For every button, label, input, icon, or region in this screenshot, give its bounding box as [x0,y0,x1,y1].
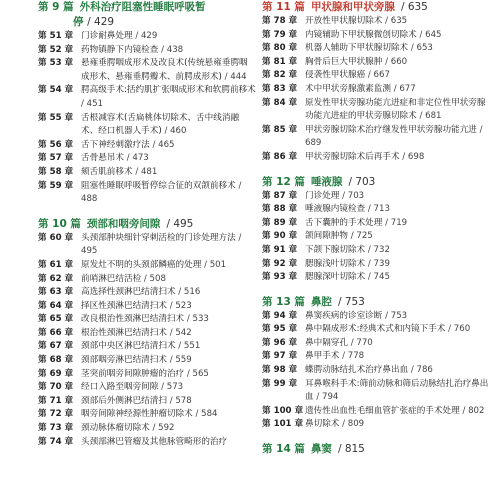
chapter-entry [38,286,256,300]
chapter-page: / 444 [224,71,247,82]
chapter-number: 第 95 章 [262,324,298,335]
chapter-title: 茎突前咽旁间隙肿瘤的治疗 [81,368,185,379]
part-title-line2: 停 [73,16,84,28]
chapter-text [305,271,494,285]
chapter-page: / 713 [367,204,390,215]
part-heading [38,217,256,232]
chapter-entry [262,151,494,165]
chapter-page: / 635 [385,16,408,26]
chapter-number: 第 73 章 [38,423,74,434]
chapter-page: / 778 [342,351,365,362]
chapter-title: 舌下囊肿的手术处理 [305,217,383,228]
chapter-page: / 719 [385,217,408,228]
chapter-title: 颈部咽旁淋巴结清扫术 [81,355,167,366]
chapter-entry [38,340,256,354]
chapter-text [81,327,256,341]
chapter-title: 颈动脉体瘤切除术 [81,423,150,434]
chapter-text [305,378,494,405]
chapter-title: 头颈部淋巴管瘤及其他脉管畸形的治疗 [81,436,228,447]
chapter-number: 第 90 章 [262,231,298,242]
toc-right-column [262,0,494,457]
chapter-number: 第 51 章 [38,31,74,41]
chapter-text [81,381,256,395]
chapter-text [305,56,494,70]
part-title-continued [38,15,256,30]
chapter-title: 耳鼻喉科手术:筛前动脉和筛后动脉结扎治疗鼻出血 [305,378,489,403]
chapter-page: / 516 [178,287,201,298]
chapter-title: 高选择性颈淋巴结清扫术 [81,287,176,298]
chapter-title: 阻塞性睡眠呼吸暂停综合征的双颌前移术 [81,180,236,191]
chapter-entry [262,69,494,83]
chapter-text [305,337,494,351]
chapter-title: 甲状旁腺切除术后再手术 [305,151,400,162]
chapter-title: 机器人辅助下甲状腺切除术 [305,43,409,54]
chapter-list [262,310,494,432]
chapter-number: 第 56 章 [38,139,74,150]
chapter-entry [262,97,494,124]
part-title: 鼻腔 [310,295,332,308]
chapter-page: / 542 [169,327,192,338]
chapter-text [81,57,256,84]
chapter-entry [38,44,256,58]
chapter-page: / 451 [81,98,104,109]
chapter-entry [262,203,494,217]
chapter-title: 舌下神经刺激疗法 [81,139,150,150]
chapter-number: 第 80 章 [262,43,298,54]
chapter-text [305,15,494,29]
chapter-entry [262,258,494,272]
part-title: 鼻窦 [310,443,332,456]
chapter-text [305,258,494,272]
chapter-text [305,124,494,151]
chapter-page: / 660 [385,56,408,67]
chapter-text [81,273,256,287]
chapter-page: / 667 [367,70,390,81]
chapter-number: 第 86 章 [262,151,298,162]
chapter-text [305,97,494,124]
chapter-page: / 523 [169,300,192,311]
part-number: 第 9 篇 [38,1,74,13]
chapter-entry [262,323,494,337]
chapter-text [81,180,256,207]
chapter-page: / 551 [178,341,201,352]
chapter-entry [262,42,494,56]
chapter-page: / 429 [135,31,158,41]
chapter-number: 第 84 章 [262,97,298,108]
chapter-number: 第 79 章 [262,29,298,40]
chapter-page: / 495 [81,232,242,257]
chapter-page: / 501 [204,259,227,270]
chapter-number: 第 53 章 [38,58,74,69]
chapter-number: 第 65 章 [38,314,74,325]
chapter-number: 第 55 章 [38,112,74,123]
chapter-title: 悬雍垂腭咽成形术及改良术(传统悬雍垂腭咽成形术、悬雍垂腭瓣术、前腭成形术) [81,58,248,82]
part-number: 第 13 篇 [262,295,305,308]
chapter-page: / 488 [81,180,242,205]
chapter-entry [38,422,256,436]
chapter-title: 蝶腭动脉结扎术治疗鼻出血 [305,365,409,376]
chapter-title: 甲状旁腺切除术治疗继发性甲状旁腺功能亢进 [305,124,477,135]
chapter-title: 腮腺深叶切除术 [305,272,366,283]
part-number: 第 11 篇 [262,1,305,13]
chapter-title: 经口入路至咽旁间隙 [81,382,159,393]
chapter-page: / 559 [169,355,192,366]
chapter-number: 第 54 章 [38,85,74,96]
chapter-title: 药物镇静下内镜检查 [81,44,159,55]
chapter-title: 舌骨悬吊术 [81,153,124,164]
chapter-text [305,230,494,244]
chapter-entry [262,337,494,351]
chapter-text [305,83,494,97]
chapter-entry [38,139,256,153]
chapter-entry [38,327,256,341]
chapter-text [81,259,256,273]
chapter-entry [38,180,256,207]
chapter-entry [38,381,256,395]
chapter-list [38,30,256,207]
chapter-page: / 584 [195,409,218,420]
chapter-title: 择区性颈淋巴结清扫术 [81,300,167,311]
chapter-page: / 703 [342,190,365,201]
chapter-text [305,217,494,231]
chapter-entry [262,15,494,29]
chapter-page: / 438 [161,44,184,55]
chapter-title: 原发性甲状旁腺功能亢进症和非定位性甲状旁腺功能亢进症的甲状旁腺切除术 [305,97,486,122]
chapter-number: 第 94 章 [262,310,298,321]
part-heading [262,442,494,457]
chapter-text [81,30,256,44]
part-title: 颈部和咽旁间隙 [86,217,161,230]
chapter-text [81,286,256,300]
chapter-number: 第 71 章 [38,395,74,406]
chapter-number: 第 64 章 [38,300,74,311]
part-number: 第 12 篇 [262,175,305,188]
chapter-entry [262,271,494,285]
chapter-text [305,418,494,432]
part-page: / 635 [400,1,428,13]
chapter-page: / 698 [402,151,425,162]
chapter-page: / 653 [410,43,433,54]
chapter-entry [38,84,256,111]
part-number: 第 10 篇 [38,217,81,230]
chapter-text [81,152,256,166]
chapter-text [81,408,256,422]
part-title: 甲状腺和甲状旁腺 [310,1,395,13]
chapter-entry [38,368,256,382]
chapter-number: 第 60 章 [38,232,74,243]
chapter-number: 第 67 章 [38,341,74,352]
chapter-title: 头颈部肿块细针穿刺活检的门诊处理方法 [81,232,236,243]
chapter-title: 下颌下腺切除术 [305,244,366,255]
part-heading [38,0,256,15]
chapter-number: 第 62 章 [38,273,74,284]
chapter-entry [38,259,256,273]
chapter-list [38,232,256,450]
chapter-title: 术中甲状旁腺激素监测 [305,83,391,94]
part-page: / 703 [348,175,376,188]
chapter-text [81,300,256,314]
chapter-page: / 533 [186,314,209,325]
chapter-page: / 794 [316,392,339,403]
chapter-entry [38,354,256,368]
chapter-number: 第 82 章 [262,70,298,81]
chapter-number: 第 99 章 [262,378,298,389]
chapter-text [305,323,494,337]
chapter-title: 腮腺浅叶切除术 [305,258,366,269]
chapter-number: 第 96 章 [262,337,298,348]
chapter-entry [262,244,494,258]
chapter-page: / 565 [186,368,209,379]
chapter-entry [38,395,256,409]
chapter-entry [38,273,256,287]
chapter-text [81,112,256,139]
chapter-title: 改良根治性颈淋巴结清扫术 [81,314,185,325]
chapter-number: 第 70 章 [38,382,74,393]
chapter-number: 第 91 章 [262,244,298,255]
chapter-entry [38,30,256,44]
chapter-number: 第 52 章 [38,44,74,55]
part-heading [262,175,494,190]
chapter-number: 第 66 章 [38,327,74,338]
chapter-text [81,354,256,368]
chapter-entry [262,230,494,244]
chapter-title: 开放性甲状腺切除术 [305,16,383,26]
chapter-number: 第 88 章 [262,204,298,215]
chapter-entry [38,408,256,422]
part-heading [262,295,494,310]
chapter-page: / 481 [135,166,158,177]
chapter-entry [38,152,256,166]
chapter-number: 第 83 章 [262,83,298,94]
chapter-text [81,139,256,153]
chapter-page: / 508 [143,273,166,284]
chapter-page: / 465 [152,139,175,150]
chapter-number: 第 57 章 [38,153,74,164]
chapter-title: 侵袭性甲状腺癌 [305,70,366,81]
part-number: 第 14 篇 [262,443,305,456]
chapter-page: / 770 [350,337,373,348]
chapter-title: 鼻甲手术 [305,351,340,362]
chapter-entry [38,436,256,450]
chapter-page: / 645 [419,29,442,40]
chapter-title: 咽旁间隙神经源性肿瘤切除术 [81,409,193,420]
chapter-title: 颈部后外侧淋巴结清扫 [81,395,167,406]
chapter-page: / 745 [367,272,390,283]
part-page: / 753 [337,295,365,308]
chapter-title: 腭高级手术:括约肌扩张咽成形术和软腭前移术 [81,85,256,96]
chapter-page: / 573 [161,382,184,393]
part-heading [262,0,494,15]
chapter-number: 第 81 章 [262,56,298,67]
part-page: / 429 [87,16,115,28]
chapter-text [305,310,494,324]
chapter-text [305,405,494,419]
chapter-text [81,44,256,58]
chapter-page: / 689 [305,124,483,149]
chapter-entry [262,217,494,231]
chapter-entry [262,378,494,405]
chapter-page: / 578 [169,395,192,406]
chapter-title: 鼻中隔成形术:经典术式和内镜下手术 [305,324,446,335]
chapter-page: / 786 [410,365,433,376]
chapter-title: 颈部中央区淋巴结清扫术 [81,341,176,352]
chapter-title: 颌间隙肿物 [305,231,348,242]
chapter-page: / 725 [350,231,373,242]
chapter-text [81,436,256,450]
chapter-text [305,29,494,43]
chapter-page: / 802 [462,405,485,416]
chapter-number: 第 97 章 [262,351,298,362]
chapter-entry [262,405,494,419]
toc-left-column [38,0,256,449]
chapter-page: / 592 [152,423,175,434]
chapter-entry [262,364,494,378]
chapter-number: 第 74 章 [38,436,74,447]
chapter-text [81,340,256,354]
chapter-entry [38,57,256,84]
chapter-entry [262,56,494,70]
chapter-page: / 760 [448,324,471,335]
chapter-entry [262,310,494,324]
chapter-number: 第 98 章 [262,365,298,376]
chapter-number: 第 85 章 [262,124,298,135]
chapter-number: 第 61 章 [38,259,74,270]
chapter-entry [262,29,494,43]
chapter-page: / 739 [367,258,390,269]
chapter-text [305,69,494,83]
chapter-number: 第 92 章 [262,258,298,269]
chapter-page: / 809 [342,419,365,430]
chapter-text [305,350,494,364]
chapter-title: 根治性颈淋巴结清扫术 [81,327,167,338]
part-title: 唾液腺 [310,175,343,188]
chapter-number: 第 100 章 [262,405,304,416]
chapter-title: 颏舌肌前移术 [81,166,133,177]
chapter-entry [38,112,256,139]
chapter-text [81,166,256,180]
chapter-title: 原发灶不明的头颈部鳞癌的处理 [81,259,202,270]
chapter-title: 门诊耐鼻处理 [81,31,133,41]
chapter-page: / 473 [126,153,149,164]
chapter-text [81,368,256,382]
chapter-entry [262,190,494,204]
chapter-text [81,422,256,436]
chapter-title: 鼻切除术 [305,419,340,430]
chapter-entry [38,300,256,314]
chapter-entry [262,83,494,97]
chapter-number: 第 87 章 [262,190,298,201]
chapter-text [81,313,256,327]
chapter-number: 第 58 章 [38,166,74,177]
chapter-text [305,244,494,258]
chapter-entry [262,124,494,151]
chapter-text [305,151,494,165]
chapter-number: 第 69 章 [38,368,74,379]
chapter-title: 鼻中隔穿孔 [305,337,348,348]
chapter-number: 第 101 章 [262,419,304,430]
chapter-title: 门诊处理 [305,190,340,201]
chapter-entry [262,418,494,432]
part-title: 外科治疗阻塞性睡眠呼吸暂 [79,1,206,13]
chapter-text [305,364,494,378]
chapter-page: / 732 [367,244,390,255]
chapter-number: 第 78 章 [262,16,298,26]
chapter-text [81,395,256,409]
chapter-title: 唾液腺内镜检查 [305,204,366,215]
chapter-text [305,190,494,204]
chapter-list [262,15,494,165]
chapter-text [305,203,494,217]
chapter-entry [38,313,256,327]
part-page: / 815 [337,443,365,456]
chapter-page: / 753 [385,310,408,321]
chapter-entry [262,350,494,364]
chapter-title: 鼻窦疾病的诊室诊断 [305,310,383,321]
chapter-number: 第 63 章 [38,287,74,298]
chapter-title: 前哨淋巴结活检 [81,273,142,284]
chapter-title: 遗传性出血性毛细血管扩张症的手术处理 [305,405,460,416]
chapter-title: 内镜辅助下甲状腺微创切除术 [305,29,417,40]
chapter-page: / 677 [393,83,416,94]
chapter-number: 第 72 章 [38,409,74,420]
chapter-number: 第 68 章 [38,355,74,366]
chapter-number: 第 93 章 [262,272,298,283]
chapter-title: 胸骨后巨大甲状腺肿 [305,56,383,67]
chapter-entry [38,166,256,180]
chapter-number: 第 89 章 [262,217,298,228]
chapter-number: 第 59 章 [38,180,74,191]
chapter-text [305,42,494,56]
chapter-entry [38,232,256,259]
chapter-page: / 681 [419,111,442,122]
chapter-text [81,84,256,111]
chapter-text [81,232,256,259]
chapter-page: / 460 [164,126,187,137]
chapter-title: 舌根减容术(舌扁桃体切除术、舌中线消融术、经口机器人手术) [81,112,240,137]
chapter-list [262,190,494,285]
part-page: / 495 [166,217,194,230]
